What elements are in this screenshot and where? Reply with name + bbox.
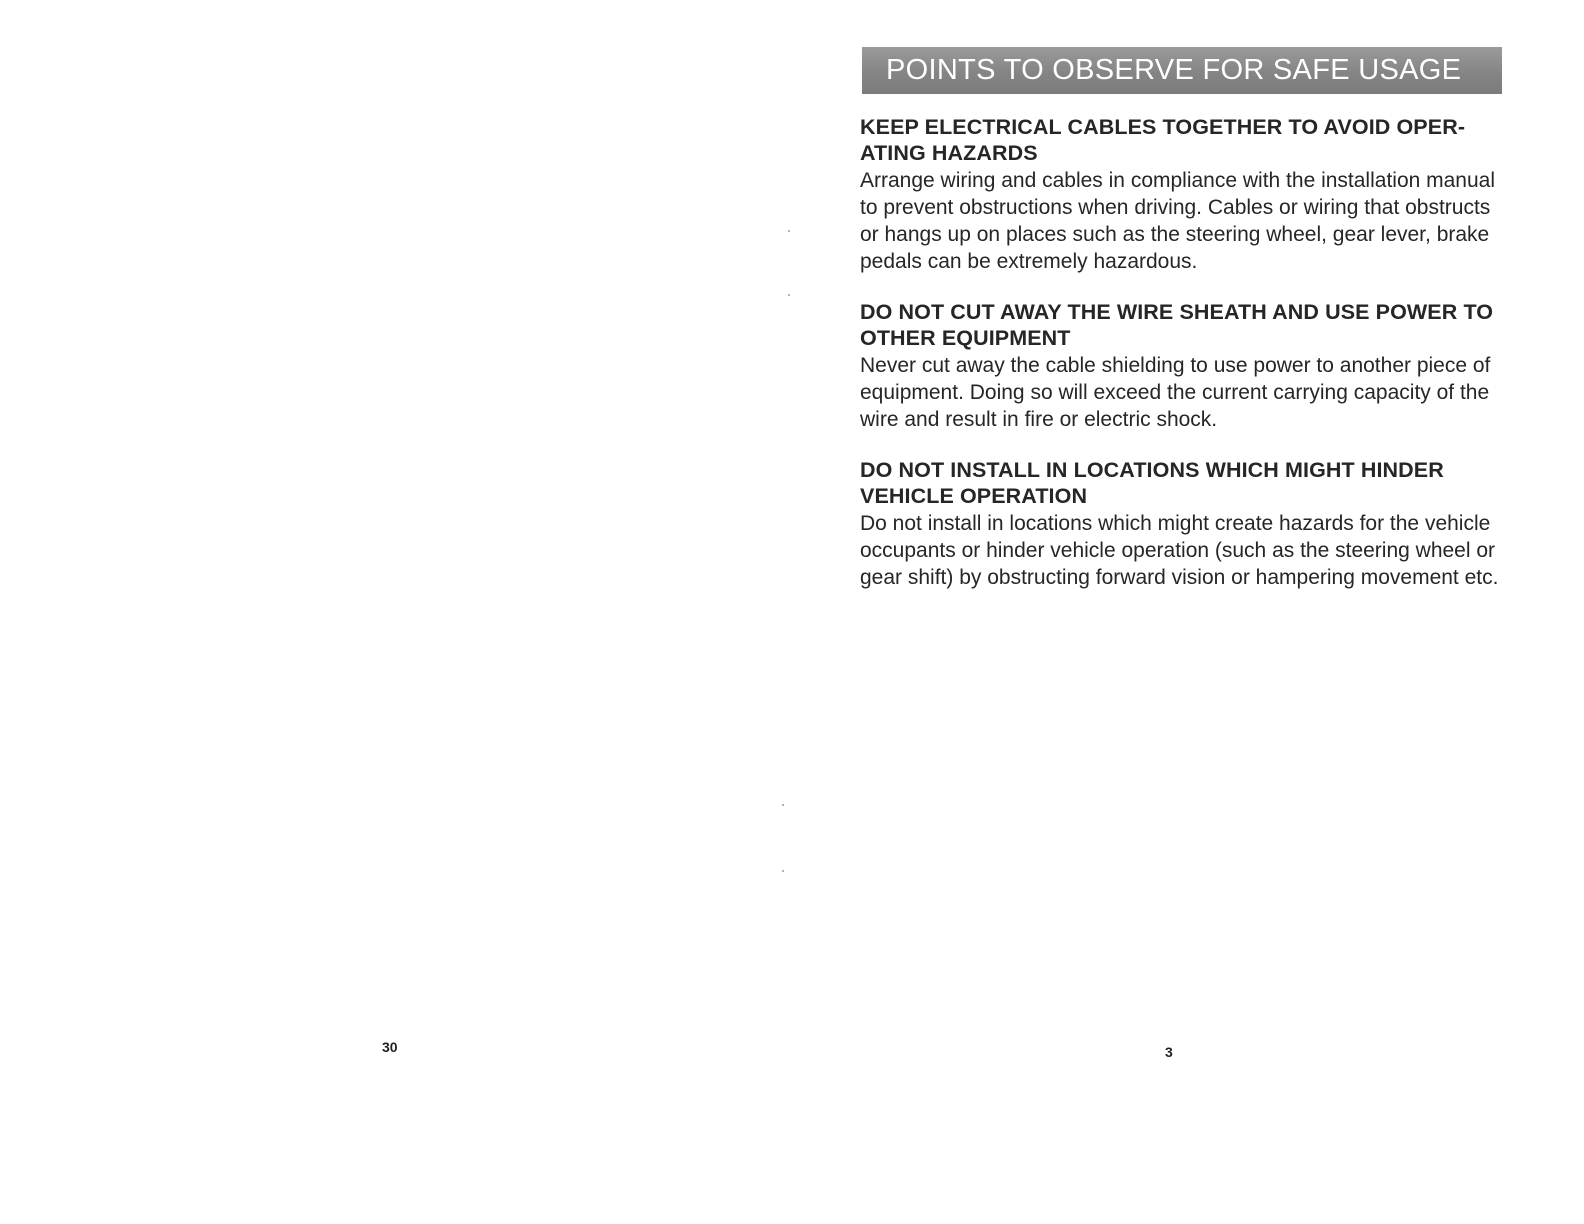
section-heading: DO NOT INSTALL IN LOCATIONS WHICH MIGHT HINDER VEHICLE OPERATION bbox=[860, 458, 1444, 508]
scan-speck bbox=[788, 230, 790, 232]
scan-speck bbox=[788, 294, 790, 296]
section-paragraph: Arrange wiring and cables in compliance with the installation manual to prevent obstructions when driving. Cables or wiring that obstructs or hangs up on places such as the steering wheel, gear lever, brake pedals can be extremely hazardous. bbox=[860, 169, 1496, 273]
section-heading: DO NOT CUT AWAY THE WIRE SHEATH AND USE POWER TO OTHER EQUIPMENT bbox=[860, 300, 1494, 350]
section-paragraph: Never cut away the cable shielding to use power to another piece of equipment. Doing so will exceed the current carrying capacity of the wire and result in fire or electric shock. bbox=[860, 354, 1491, 431]
section-heading: KEEP ELECTRICAL CABLES TOGETHER TO AVOID OPER-ATING HAZARDS bbox=[860, 115, 1466, 165]
right-page-number: 3 bbox=[1165, 1044, 1173, 1060]
right-page bbox=[792, 0, 1584, 1224]
scan-speck bbox=[782, 804, 784, 806]
scan-speck bbox=[782, 870, 784, 872]
section-banner bbox=[862, 47, 1502, 94]
section-paragraph: Do not install in locations which might create hazards for the vehicle occupants or hinder vehicle operation (such as the steering wheel or gear shift) by obstructing forward vision or hampering movement etc. bbox=[860, 512, 1499, 589]
safety-section-wire-sheath bbox=[860, 299, 1500, 433]
left-page-number: 30 bbox=[382, 1039, 398, 1055]
safety-content bbox=[860, 114, 1500, 615]
banner-title: POINTS TO OBSERVE FOR SAFE USAGE bbox=[886, 54, 1462, 86]
safety-section-cables bbox=[860, 114, 1500, 275]
safety-section-install-location bbox=[860, 457, 1500, 591]
